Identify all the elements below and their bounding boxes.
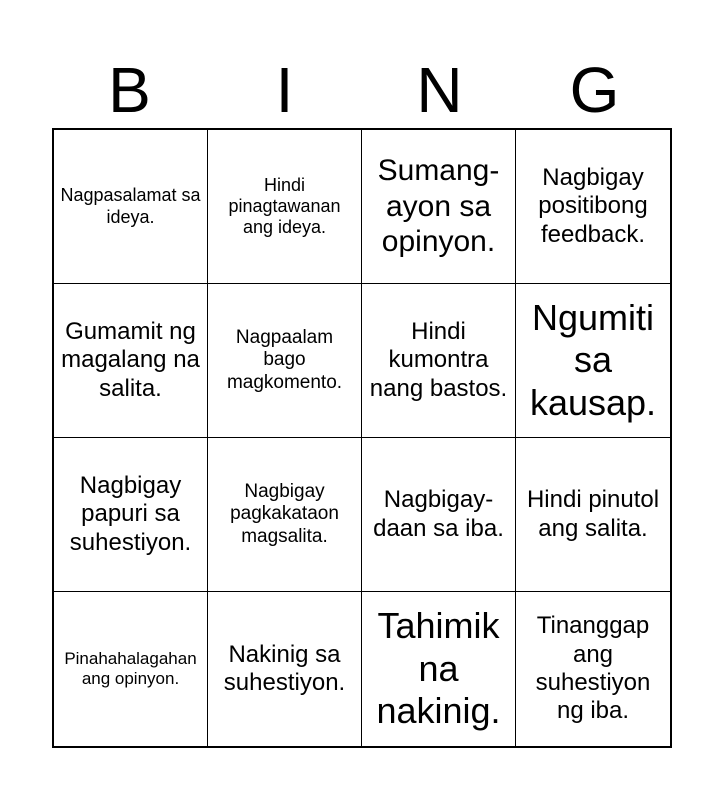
bingo-board <box>52 128 672 748</box>
cell-text: Nagbigay positibong feedback. <box>538 164 648 248</box>
bingo-cell[interactable] <box>54 438 208 592</box>
cell-text: Sumang-ayon sa opinyon. <box>377 154 500 259</box>
cell-text: Nagbigay papuri sa suhestiyon. <box>69 472 192 556</box>
bingo-cell[interactable] <box>362 592 516 746</box>
bingo-cell[interactable] <box>54 592 208 746</box>
header-letter-i: I <box>275 54 294 126</box>
header-letter-n: N <box>416 54 463 126</box>
cell-text: Hindi pinutol ang salita. <box>526 486 660 542</box>
cell-text: Pinahahalagahan ang opinyon. <box>64 648 197 688</box>
bingo-cell[interactable] <box>516 592 670 746</box>
cell-text: Nagbigay pagkakataon magsalita. <box>230 480 339 547</box>
bingo-cell[interactable] <box>362 438 516 592</box>
bingo-cell[interactable] <box>362 130 516 284</box>
bingo-cell[interactable] <box>516 438 670 592</box>
bingo-cell[interactable] <box>516 130 670 284</box>
cell-text: Nagpasalamat sa ideya. <box>60 185 201 227</box>
bingo-cell[interactable] <box>208 130 362 284</box>
cell-text: Nakinig sa suhestiyon. <box>223 640 346 696</box>
cell-text: Gumamit ng magalang na salita. <box>61 318 200 402</box>
header-letter-b: B <box>108 54 151 126</box>
bingo-cell[interactable] <box>54 130 208 284</box>
bingo-cell[interactable] <box>208 284 362 438</box>
cell-text: Tinanggap ang suhestiyon ng iba. <box>535 612 651 725</box>
bingo-cell[interactable] <box>208 438 362 592</box>
cell-text: Nagpaalam bago magkomento. <box>226 326 343 393</box>
bingo-cell[interactable] <box>362 284 516 438</box>
cell-text: Ngumiti sa kausap. <box>529 296 657 423</box>
bingo-cell[interactable] <box>54 284 208 438</box>
cell-text: Nagbigay-daan sa iba. <box>373 486 504 542</box>
cell-text: Tahimik na nakinig. <box>376 605 501 732</box>
cell-text: Hindi pinagtawanan ang ideya. <box>228 174 341 238</box>
bingo-cell[interactable] <box>516 284 670 438</box>
header-letter-g: G <box>569 54 620 126</box>
bingo-cell[interactable] <box>208 592 362 746</box>
cell-text: Hindi kumontra nang bastos. <box>369 318 508 402</box>
bingo-header <box>52 52 672 128</box>
